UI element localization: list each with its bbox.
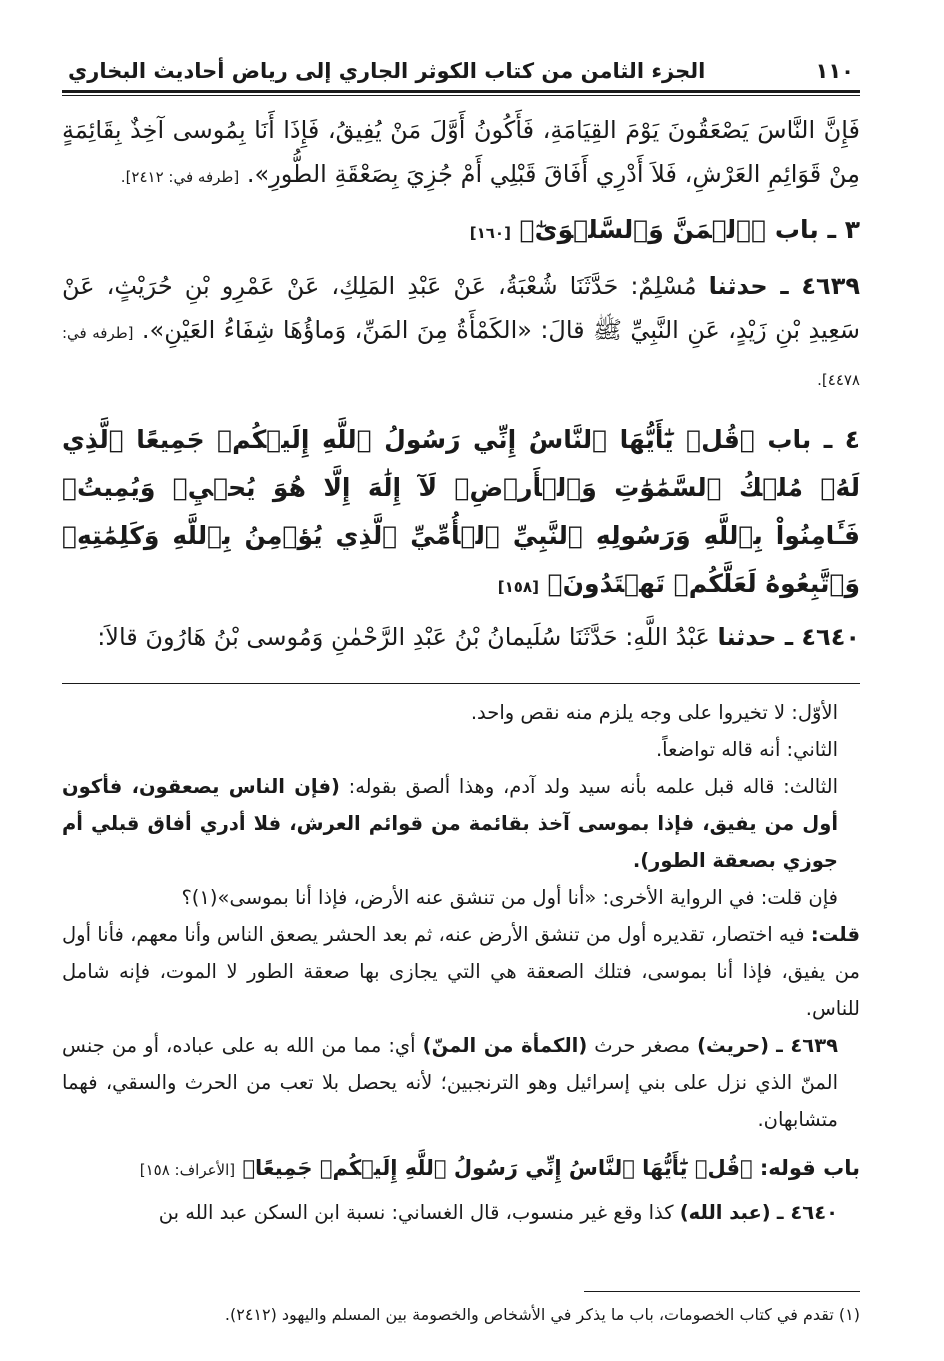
header-rule-thin <box>62 95 860 96</box>
answer-label: قلت: <box>810 923 860 946</box>
hadith-number: ٤٦٣٩ ـ حدثنا <box>708 272 860 300</box>
hadith-4639 <box>62 264 860 402</box>
hadith-number: ٤٦٤٠ ـ <box>776 1201 838 1224</box>
running-head <box>62 56 860 88</box>
commentary-text: الثالث: قاله قبل علمه بأنه سيد ولد آدم، وهذا ألصق بقوله: <box>348 775 838 798</box>
commentary-section <box>62 694 860 1231</box>
commentary-paragraph <box>62 1194 860 1231</box>
hadith-number: ٤٦٤٠ ـ حدثنا <box>717 623 860 651</box>
commentary-paragraph: الأوّل: لا تخيروا على وجه يلزم منه نقص واحد. <box>470 701 838 724</box>
surah-reference: [الأعراف: ١٥٨] <box>139 1161 236 1179</box>
cross-reference: [طرفه في: ٤٤٧٨]. <box>62 324 860 389</box>
matn-paragraph <box>62 108 860 199</box>
commentary-paragraph <box>62 768 860 879</box>
book-title: الجزء الثامن من كتاب الكوثر الجاري إلى رياض أحاديث البخاري <box>68 59 706 83</box>
chapter-label: ٤ ـ باب <box>767 425 860 454</box>
commentary-text: أي: مما من الله به على عباده، أو من جنس المنّ الذي نزل على بني إسرائيل وهو الترنجبين؛ لأنه يحصل بلا تعب من الحرث والسقي، فهما متشابهان. <box>62 1034 838 1131</box>
chapter-ayah: ﴿قُلۡ يَٰٓأَيُّهَا ٱلنَّاسُ إِنِّي رَسُولُ ٱللَّهِ إِلَيۡكُمۡ جَمِيعًا ٱلَّذِي لَهُۥ مُلۡكُ ٱلسَّمَٰوَٰتِ وَٱلۡأَرۡضِۖ لَآ إِلَٰهَ إِلَّا هُوَ يُحۡيِۦ وَيُمِيتُۖ فَـَٔامِنُواْ بِٱللَّهِ وَرَسُولِهِ ٱلنَّبِيِّ ٱلۡأُمِّيِّ ٱلَّذِي يُؤۡمِنُ بِٱللَّهِ وَكَلِمَٰتِهِۦ وَٱتَّبِعُوهُ لَعَلَّكُمۡ تَهۡتَدُونَ﴾ <box>62 425 860 598</box>
hadith-body: مُسْلِمٌ: حَدَّثَنَا شُعْبَةُ، عَنْ عَبْدِ المَلِكِ، عَنْ عَمْرِو بْنِ حُرَيْثٍ، عَنْ سَعِيدِ بْنِ زَيْدٍ، عَنِ النَّبِيِّ ﷺ قالَ: «الكَمْأَةُ مِنَ المَنِّ، وَماؤُهَا شِفَاءُ العَيْنِ». <box>62 272 860 344</box>
ayah-number: [١٦٠] <box>469 224 511 242</box>
footnote: (١) تقدم في كتاب الخصومات، باب ما يذكر في الأشخاص والخصومة بين المسلم واليهود (٢٤١٢). <box>224 1305 860 1324</box>
chapter-heading-4 <box>62 416 860 611</box>
chapter-title: باب قوله: ﴿قُلۡ يَٰٓأَيُّهَا ٱلنَّاسُ إِنِّي رَسُولُ ٱللَّهِ إِلَيۡكُمۡ جَمِيعًا﴾ <box>242 1156 860 1180</box>
commentary-paragraph <box>62 916 860 1027</box>
commentary-text: فيه اختصار، تقديره أول من تنشق الأرض عنه، ثم بعد الحشر يصعق الناس وأنا معهم، فأنا أول من يفيق، فإذا أنا بموسى، فتلك الصعقة هي التي يجازى بها صعقة الطور لا الموت، فإنه شامل للناس. <box>62 923 860 1020</box>
page-number: ١١٠ <box>815 59 854 83</box>
commentary-chapter-heading <box>62 1146 860 1192</box>
hadith-body: عَبْدُ اللَّهِ: حَدَّثَنَا سُلَيمانُ بْنُ عَبْدِ الرَّحْمٰنِ وَمُوسى بْنُ هَارُونَ قالاَ: <box>97 623 710 651</box>
quoted-matn: (فإن الناس يصعقون، فأكون أول من يفيق، فإذا بموسى آخذ بقائمة من قوائم العرش، فلا أدري أفاق قبلي أم جوزي بصعقة الطور). <box>62 775 838 872</box>
chapter-title: ٣ ـ باب ﴿ٱلۡمَنَّ وَٱلسَّلۡوَىٰٓ﴾ <box>519 215 860 244</box>
ayah-number: [١٥٨] <box>497 578 539 596</box>
hadith-number: ٤٦٣٩ ـ <box>776 1034 839 1057</box>
hadith-4640 <box>62 615 860 659</box>
header-rule <box>62 90 860 93</box>
chapter-heading-3 <box>62 205 860 258</box>
hadith-text-section <box>62 108 860 659</box>
section-separator <box>62 683 860 684</box>
cross-reference: [طرفه في: ٢٤١٢]. <box>120 168 240 186</box>
matn-continuation: فَإِنَّ النَّاسَ يَصْعَقُونَ يَوْمَ القِيَامَةِ، فَأَكُونُ أَوَّلَ مَنْ يُفِيقُ، فَإِذَا أَنَا بِمُوسى آخِذٌ بِقَائِمَةٍ مِنْ قَوَائِمِ العَرْشِ، فَلاَ أَدْرِي أَفَاقَ قَبْلِي أَمْ جُزِيَ بِصَعْقَةِ الطُّورِ». <box>62 116 860 188</box>
quoted-word: (عبد الله) <box>679 1201 771 1224</box>
footnote-rule <box>584 1291 860 1292</box>
quoted-word: (الكمأة من المنّ) <box>422 1034 588 1057</box>
commentary-text: كذا وقع غير منسوب، قال الغساني: نسبة ابن السكن عبد الله بن <box>158 1201 674 1224</box>
commentary-paragraph <box>62 1027 860 1138</box>
commentary-paragraph: فإن قلت: في الرواية الأخرى: «أنا أول من تنشق عنه الأرض، فإذا أنا بموسى»(١)؟ <box>181 886 838 909</box>
quoted-word: (حريث) <box>697 1034 770 1057</box>
commentary-text: مصغر حرث <box>594 1034 691 1057</box>
commentary-paragraph: الثاني: أنه قاله تواضعاً. <box>655 738 838 761</box>
